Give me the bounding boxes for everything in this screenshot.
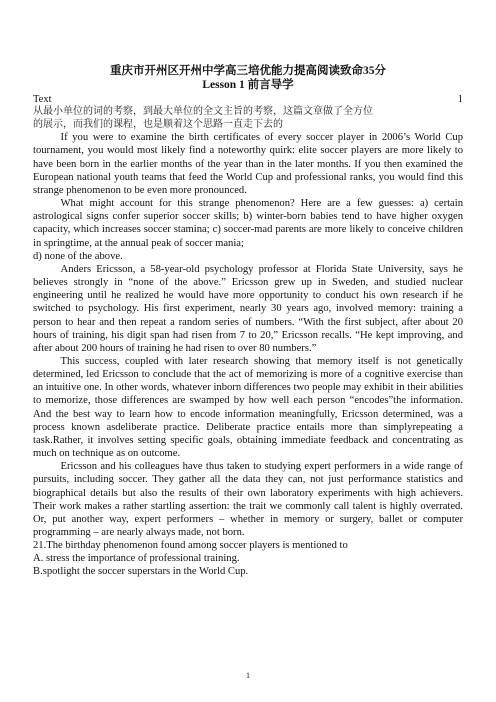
text-label: Text <box>33 94 52 105</box>
question-option-b: B.spotlight the soccer superstars in the World Cup. <box>33 566 249 578</box>
intro-cn-line-2: 的展示，而我们的课程，也是顺着这个思路一直走下去的 <box>33 119 283 131</box>
paragraph-4: This success, coupled with later research showing that memory itself is not genetically determined, led Ericsson to conclude that the act of memorizing is more of a cognitive exercise than an intuitive one. In other words, whatever inborn differences two people may exhibit in their abilities to memorize, those differences are swamped by how well each person “encodes”the information. And the best way to learn how to encode information meaningfully, Ericsson determined, was a process known asdeliberate practice. Deliberate practice entails more than simplyrepeating a task.Rather, it involves setting specific goals, obtaining immediate feedback and concentrating as much on technique as on outcome. <box>33 355 463 460</box>
paragraph-2: What might account for this strange phenomenon? Here are a few guesses: a) certain astrological signs confer superior soccer skills; b) winter-born babies tend to have higher oxygen capacity, which increases soccer stamina; c) soccer-mad parents are more likely to conceive children in springtime, at the annual peak of soccer mania; <box>33 198 463 249</box>
question-option-a: A. stress the importance of professional training. <box>33 553 240 565</box>
text-number: 1 <box>457 94 463 105</box>
paragraph-5: Ericsson and his colleagues have thus taken to studying expert performers in a wide range of pursuits, including soccer. They gather all the data they can, not just performance statistics and biographical details but also the results of their own laboratory experiments with high achievers. Their work makes a rather startling assertion: the trait we commonly call talent is highly overrated. Or, put another way, expert performers – whether in memory or surgery, ballet or computer programming – are nearly always made, not born. <box>33 461 463 538</box>
paragraph-3: Anders Ericsson, a 58-year-old psychology professor at Florida State University, says he believes strongly in “none of the above.” Ericsson grew up in Sweden, and studied nuclear engineering until he realized he would have more opportunity to conduct his own research if he switched to psychology. His first experiment, nearly 30 years ago, involved memory: training a person to hear and then repeat a random series of numbers. “With the first subject, after about 20 hours of training, his digit span had risen from 7 to 20,” Ericsson recalls. “He kept improving, and after about 200 hours of training he had risen to over 80 numbers.” <box>33 263 463 354</box>
article-body <box>33 105 463 579</box>
lesson-title: Lesson 1 前言导学 <box>202 79 294 91</box>
document-title: 重庆市开州区开州中学高三培优能力提高阅读致命35分 <box>110 65 386 77</box>
page-number: 1 <box>246 671 250 680</box>
paragraph-1: If you were to examine the birth certificates of every soccer player in 2006’s World Cup tournament, you would most likely find a noteworthy quirk: elite soccer players are more likely to have been born in the earlier months of the year than in the later months. If you then examined the European national youth teams that feed the World Cup and professional ranks, you would find this strange phenomenon to be even more pronounced. <box>33 132 463 196</box>
question-stem: 21.The birthday phenomenon found among soccer players is mentioned to <box>33 540 348 552</box>
intro-cn-line-1: 从最小单位的词的考察，到最大单位的全文主旨的考察，这篇文章做了全方位 <box>33 106 373 117</box>
paragraph-2-option-d: d) none of the above. <box>33 250 123 262</box>
